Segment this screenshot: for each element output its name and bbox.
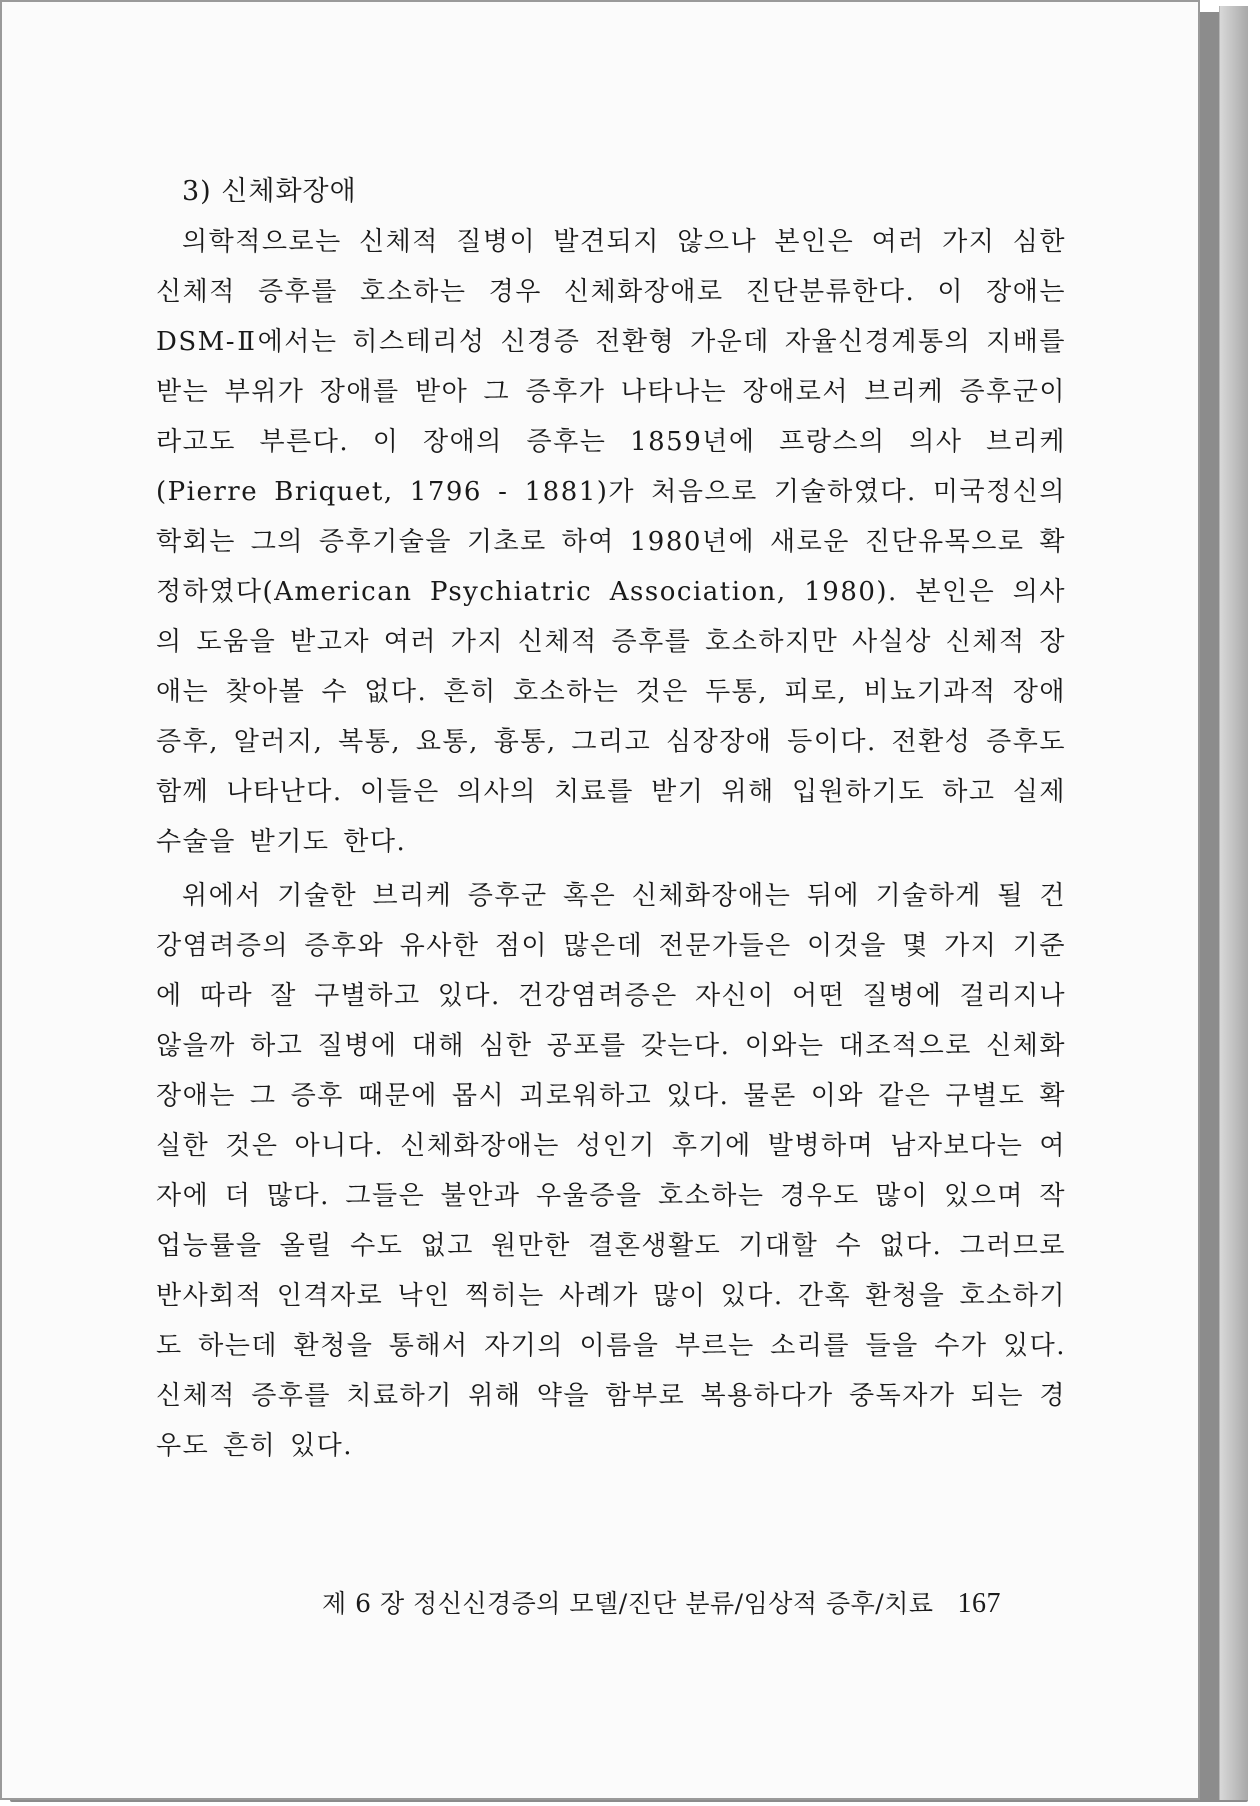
page-body <box>156 167 1066 1475</box>
paragraph-1: 의학적으로는 신체적 질병이 발견되지 않으나 본인은 여러 가지 심한 신체적 증후를 호소하는 경우 신체화장애로 진단분류한다. 이 장애는 DSM-Ⅱ에서는 히스테리성 신경증 전환형 가운데 자율신경계통의 지배를 받는 부위가 장애를 받아 그 증후가 나타나는 장애로서 브리케 증후군이라고도 부른다. 이 장애의 증후는 1859년에 프랑스의 의사 브리케(Pierre Briquet, 1796 - 1881)가 처음으로 기술하였다. 미국정신의학회는 그의 증후기술을 기초로 하여 1980년에 새로운 진단유목으로 확정하였다(American Psychiatric Association, 1980). 본인은 의사의 도움을 받고자 여러 가지 신체적 증후를 호소하지만 사실상 신체적 장애는 찾아볼 수 없다. 흔히 호소하는 것은 두통, 피로, 비뇨기과적 장애증후, 알러지, 복통, 요통, 흉통, 그리고 심장장애 등이다. 전환성 증후도 함께 나타난다. 이들은 의사의 치료를 받기 위해 입원하기도 하고 실제 수술을 받기도 한다. <box>156 227 1066 857</box>
running-title: 제 6 장 정신신경증의 모델/진단 분류/임상적 증후/치료 <box>322 1589 934 1618</box>
paragraph-2: 위에서 기술한 브리케 증후군 혹은 신체화장애는 뒤에 기술하게 될 건강염려증의 증후와 유사한 점이 많은데 전문가들은 이것을 몇 가지 기준에 따라 잘 구별하고 있다. 건강염려증은 자신이 어떤 질병에 걸리지나 않을까 하고 질병에 대해 심한 공포를 갖는다. 이와는 대조적으로 신체화 장애는 그 증후 때문에 몹시 괴로워하고 있다. 물론 이와 같은 구별도 확실한 것은 아니다. 신체화장애는 성인기 후기에 발병하며 남자보다는 여자에 더 많다. 그들은 불안과 우울증을 호소하는 경우도 많이 있으며 작업능률을 올릴 수도 없고 원만한 결혼생활도 기대할 수 없다. 그러므로 반사회적 인격자로 낙인 찍히는 사례가 많이 있다. 간혹 환청을 호소하기도 하는데 환청을 통해서 자기의 이름을 부르는 소리를 들을 수가 있다. 신체적 증후를 치료하기 위해 약을 함부로 복용하다가 중독자가 되는 경우도 흔히 있다. <box>156 881 1066 1461</box>
page-footer <box>322 1584 1042 1620</box>
page-edge <box>1219 6 1248 1800</box>
section-heading: 3) 신체화장애 <box>182 176 357 207</box>
page-number: 167 <box>957 1588 1002 1619</box>
